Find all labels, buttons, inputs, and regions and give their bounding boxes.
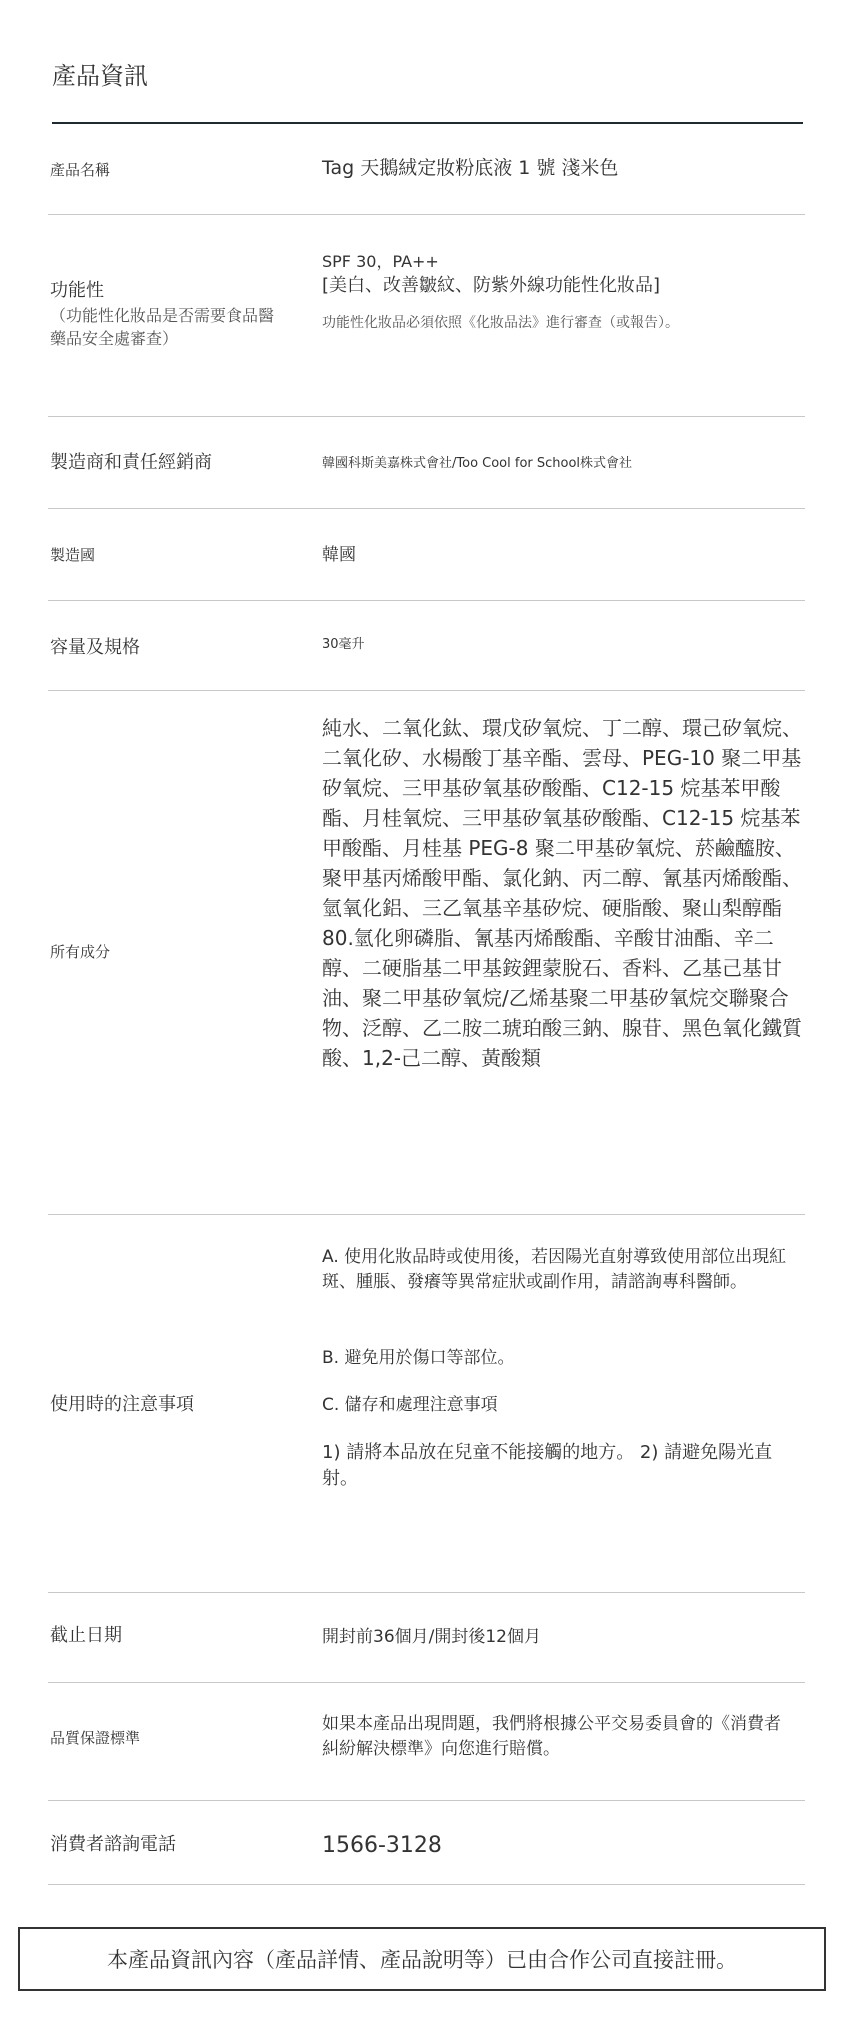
registration-notice: 本產品資訊內容（產品詳情、產品說明等）已由合作公司直接註冊。	[18, 1927, 826, 1991]
row-divider	[48, 1682, 805, 1683]
origin-label: 製造國	[50, 546, 96, 564]
function-types: [美白、改善皺紋、防紫外線功能性化妝品]	[322, 275, 661, 297]
function-spf: SPF 30，PA++	[322, 252, 439, 271]
phone-label: 消費者諮詢電話	[50, 1834, 176, 1855]
capacity-label: 容量及規格	[50, 637, 140, 658]
ingredients-label: 所有成分	[50, 943, 111, 961]
function-note: 功能性化妝品必須依照《化妝品法》進行審查（或報告）。	[322, 315, 679, 332]
warranty-value: 如果本產品出現問題，我們將根據公平交易委員會的《消費者糾紛解決標準》向您進行賠償。	[322, 1714, 781, 1759]
ingredients-value: 純水、二氧化鈦、環戊矽氧烷、丁二醇、環己矽氧烷、二氧化矽、水楊酸丁基辛酯、雲母、PEG-10 聚二甲基矽氧烷、三甲基矽氧基矽酸酯、C12-15 烷基苯甲酸酯、月桂氧烷、三甲基矽氧基矽酸酯、C12-15 烷基苯甲酸酯、月桂基 PEG-8 聚二甲基矽氧烷、菸鹼醯胺、聚甲基丙烯酸甲酯、氯化鈉、丙二醇、氰基丙烯酸酯、氫氧化鋁、三乙氧基辛基矽烷、硬脂酸、聚山梨醇酯80.氫化卵磷脂、氰基丙烯酸酯、辛酸甘油酯、辛二醇、二硬脂基二甲基銨鋰蒙脫石、香料、乙基己基甘油、聚二甲基矽氧烷/乙烯基聚二甲基矽氧烷交聯聚合物、泛醇、乙二胺二琥珀酸三鈉、腺苷、黑色氧化鐵質酸、1,2-己二醇、黃酸類	[322, 716, 802, 1070]
function-value	[322, 250, 812, 334]
capacity-value: 30毫升	[322, 637, 365, 652]
function-label-main: 功能性	[50, 280, 104, 301]
row-divider	[48, 1800, 805, 1801]
function-label	[50, 278, 280, 350]
caution-item-c: C. 儲存和處理注意事項	[322, 1394, 498, 1415]
phone-value: 1566-3128	[322, 1833, 442, 1858]
product-name-label: 產品名稱	[50, 161, 111, 179]
caution-item-b: B. 避免用於傷口等部位。	[322, 1348, 515, 1369]
caution-item-d: 1) 請將本品放在兒童不能接觸的地方。 2) 請避免陽光直射。	[322, 1441, 773, 1489]
row-divider	[48, 508, 805, 509]
product-name-value: Tag 天鵝絨定妝粉底液 1 號 淺米色	[322, 157, 619, 179]
manufacturer-value: 韓國科斯美嘉株式會社/Too Cool for School株式會社	[322, 456, 633, 471]
title-divider	[52, 122, 803, 124]
manufacturer-label: 製造商和責任經銷商	[50, 452, 212, 473]
row-divider	[48, 690, 805, 691]
row-divider	[48, 416, 805, 417]
row-divider	[48, 214, 805, 215]
row-divider	[48, 1214, 805, 1215]
row-divider	[48, 600, 805, 601]
origin-value: 韓國	[322, 545, 356, 565]
row-divider	[48, 1884, 805, 1885]
caution-value	[322, 1245, 802, 1492]
caution-item-a: A. 使用化妝品時或使用後，若因陽光直射導致使用部位出現紅斑、腫脹、發癢等異常症狀或副作用，請諮詢專科醫師。	[322, 1247, 787, 1292]
caution-label: 使用時的注意事項	[50, 1394, 194, 1415]
function-label-sub: （功能性化妝品是否需要食品醫藥品安全處審查）	[50, 306, 275, 348]
row-divider	[48, 1592, 805, 1593]
page-title: 產品資訊	[52, 62, 148, 90]
warranty-label: 品質保證標準	[50, 1729, 141, 1747]
expiry-label: 截止日期	[50, 1625, 122, 1646]
expiry-value: 開封前36個月/開封後12個月	[322, 1627, 541, 1647]
